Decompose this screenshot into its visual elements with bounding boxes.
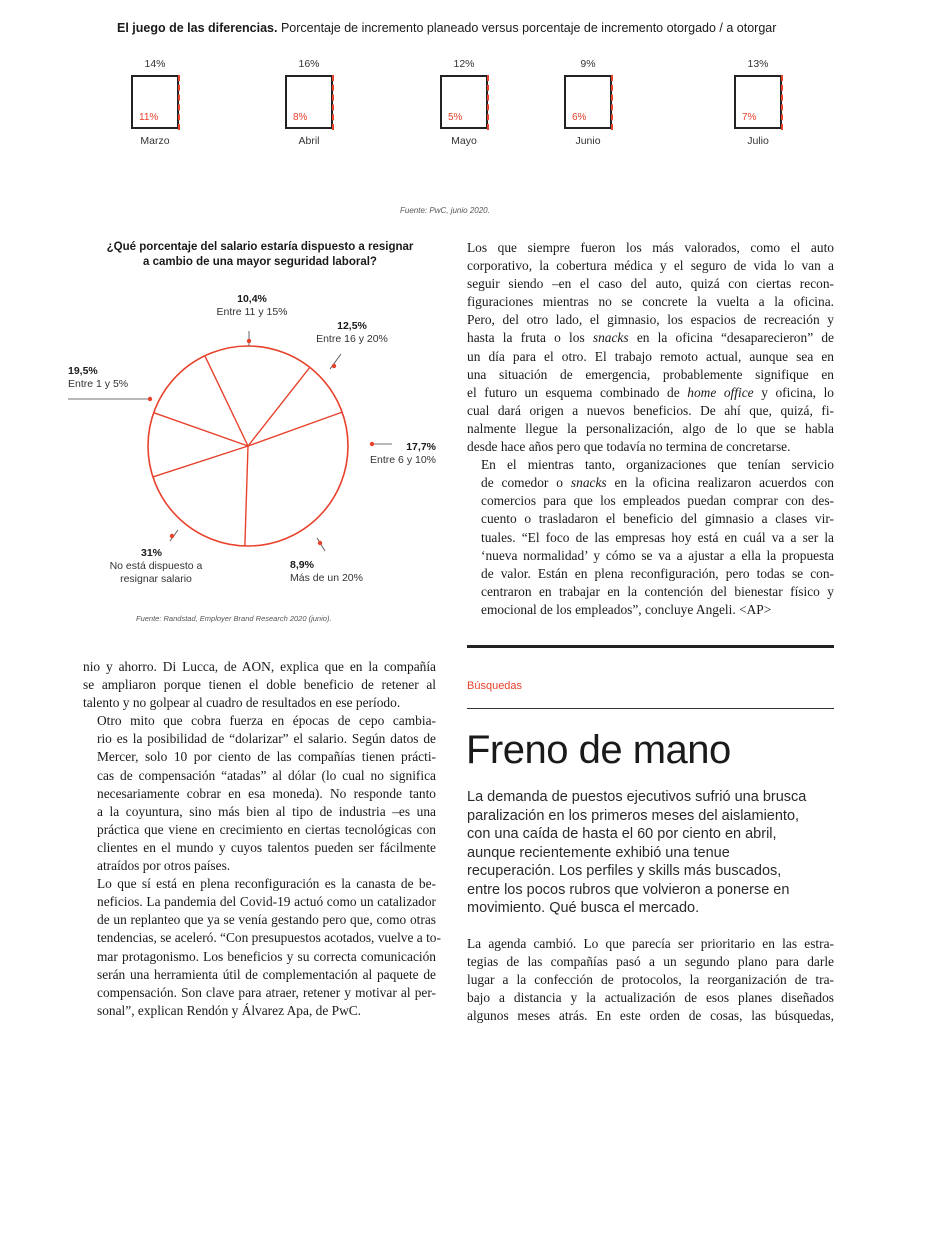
text-line: Otro mito que cobra fuerza en épocas de cepo cambia- [97,713,436,729]
planned-percent: 16% [298,58,320,70]
pie-slice-boundary [245,446,248,546]
right-paragraph-1 [467,239,834,456]
pie-label-text: Entre 16 y 20% [316,333,388,345]
pie-slice-boundary [153,446,248,477]
text-line: corporativo, la cobertura médica y el seguro de vida lo van a [467,258,834,274]
pie-label-text-2: resignar salario [120,573,192,585]
text-line: de valor. Están en plena reconfiguración, pero todas se con- [481,565,834,581]
text-line: talento y no golpear al cuadro de resultados en ese período. [83,695,401,711]
text-line: cual dará origen a nuevos beneficios. De ahí que, quizá, fi- [467,402,834,418]
pie-label-text-1: No está dispuesto a [109,560,203,572]
planned-percent: 12% [453,58,475,70]
given-percent: 11% [139,112,159,123]
lede-line: paralización en los primeros meses del aislamiento, [467,807,800,824]
given-dashed-line [781,75,783,130]
text-line: compensación. Son clave para atraer, retener y motivar al per- [97,984,436,1000]
pie-label-value: 8,9% [290,559,314,571]
text-line: práctica que viene en crecimiento en ciertas tecnológicas con [97,821,436,837]
pie-label-mas-20 [290,559,374,585]
pie-label-text: Más de un 20% [290,572,363,584]
pie-label-value: 17,7% [406,441,436,453]
article-headline: Freno de mano [466,728,731,772]
text-line: emocional de los empleados”, concluye Angeli. <AP> [481,601,772,617]
text-line: lugar a la confección de protocolos, la reorganización de tra- [467,972,834,988]
text-line: algunos meses atrás. En este orden de cosas, las búsquedas, [467,1008,834,1024]
lede-line: entre los pocos rubros que volvieron a ponerse en [467,881,790,898]
pie-label-value: 10,4% [237,293,267,305]
top-chart-title-rest: Porcentaje de incremento planeado versus porcentaje de incremento otorgado / a otorgar [277,21,777,35]
text-line: cas de compensación “atadas” al dólar (lo cual no significa [97,767,436,783]
pie-label-11-15 [214,293,290,319]
text-line: a la coyuntura, sino más bien al tipo de industria –es una [97,803,436,819]
article-lede [467,788,847,918]
month-name: Julio [747,135,769,147]
planned-percent: 14% [144,58,166,70]
lede-line: aunque recientemente exhibió una tenue [467,844,730,861]
pie-label-16-20 [310,320,394,346]
right-column-text [467,239,834,619]
section-rule [467,708,834,709]
text-line: Los que siempre fueron los más valorados, como el auto [467,240,834,255]
text-line: centraron en trabajar en la contención del bienestar físico y [481,583,834,599]
text-line: comercios para que los empleados puedan comprar con des- [481,493,834,509]
text-line: una situación de emergencia, probablemente signifique en [467,366,834,382]
month-item [533,58,643,147]
pie-leader-dot [148,397,152,401]
pie-label-text: Entre 6 y 10% [370,454,436,466]
lede-line: La demanda de puestos ejecutivos sufrió una brusca [467,789,807,805]
planned-box [564,75,612,129]
pie-chart-source: Fuente: Randstad, Employer Brand Research 2020 (junio). [136,614,332,623]
pie-leader-dot [318,541,322,545]
pie-label-value: 12,5% [337,320,367,332]
text-line: desde hace años pero que todavía no termina de concretarse. [467,439,791,455]
lede-line: con una caída de hasta el 60 por ciento en abril, [467,826,777,842]
top-chart-title-bold: El juego de las diferencias. [117,21,278,35]
text-line: neficios. La pandemia del Covid-19 actuó como un catalizador [97,894,436,910]
text-line: tendencias, se aceleró. “Con presupuestos acotados, vuelve a to- [97,930,441,946]
pie-leader-dot [247,339,251,343]
pie-label-value: 31% [141,547,163,559]
text-line: tuales. “El foco de las empresas hoy está en cuál va a ser la [481,529,834,545]
text-line: rio es la posibilidad de “dolarizar” el salario. Según datos de [97,731,436,747]
month-name: Junio [575,135,601,147]
text-line: sonal”, explican Rendón y Álvarez Apa, de PwC. [97,1002,362,1018]
text-line: La agenda cambió. Lo que parecía ser prioritario en las estra- [467,936,834,951]
top-chart-source: Fuente: PwC, junio 2020. [400,206,490,215]
text-line: el futuro un esquema combinado de home office y oficina, lo [467,384,834,400]
pie-question-line-2: a cambio de una mayor seguridad laboral? [143,256,377,268]
text-line: mar protagonismo. Los beneficios y su correcta comunicación [97,948,436,964]
section-tag[interactable]: Búsquedas [467,680,523,692]
given-percent: 7% [742,112,757,123]
month-name: Abril [298,135,320,147]
article-paragraph-1 [467,935,834,1025]
pie-label-value: 19,5% [68,365,98,377]
left-paragraph-3 [83,875,441,1020]
text-line: bajo a distancia y la actualización de esos planes diseñados [467,990,834,1006]
text-line: Pero, del otro lado, el gimnasio, los espacios de recreación y [467,312,834,328]
article-top-rule [467,645,834,648]
pie-label-6-10 [360,441,436,467]
text-line: En el mientras tanto, organizaciones que tenían servicio [481,457,834,473]
right-paragraph-2 [467,456,834,619]
month-name: Marzo [140,135,170,147]
text-line: necesariamente cobrar en esa moneda). No responde tanto [97,785,436,801]
given-dashed-line [487,75,489,130]
pie-label-1-5 [68,365,148,391]
lede-line: movimiento. Qué busca el mercado. [467,900,700,916]
planned-percent: 13% [747,58,769,70]
month-name: Mayo [451,135,477,147]
text-line: Mercer, solo 10 por ciento de las compañías tienen prácti- [97,749,436,765]
pie-leader-dot [332,364,336,368]
pie-leader-dot [170,534,174,538]
text-line: nio y ahorro. Di Lucca, de AON, explica que en la compañía [83,659,436,674]
article-body-text [467,935,834,1025]
planned-box [734,75,782,129]
pie-question-line-1: ¿Qué porcentaje del salario estaría dispuesto a resignar [106,241,414,253]
text-line: Lo que sí está en plena reconfiguración es la canasta de be- [97,876,436,892]
text-line: seguir siendo –en el caso del auto, quizá con ciertas recon- [467,276,834,292]
pie-label-text: Entre 11 y 15% [216,306,288,318]
month-item [703,58,813,147]
left-paragraph-1 [83,658,436,712]
given-percent: 8% [293,112,308,123]
left-column-text [83,658,441,1020]
pie-label-text: Entre 1 y 5% [68,378,129,390]
planned-percent: 9% [580,58,596,70]
text-line: atraídos por otros países. [97,858,231,874]
text-line: un día para el otro. El trabajo remoto actual, aunque sea en [467,348,834,364]
given-percent: 5% [448,112,463,123]
text-line: se ampliaron porque tienen el doble beneficio de retener al [83,677,436,693]
text-line: ‘nueva normalidad’ y cómo se va a ajustar a ella la propuesta [481,547,834,563]
text-line: serán una herramienta útil de complementación al paquete de [97,966,436,982]
text-line: tegias de las compañías pasó a un segundo plano para darle [467,954,834,970]
left-paragraph-2 [83,712,436,875]
text-line: de un replanteo que ya se venía gestando pero que, como otras [97,912,436,928]
text-line: figuraciones mientras no se concrete la vuelta a la oficina. [467,294,834,310]
text-line: nalmente llegue la personalización, algo de lo que se habla [467,420,834,436]
given-dashed-line [611,75,613,130]
text-line: cuento o trasladaron el beneficio del gimnasio a clases vir- [481,511,834,527]
text-line: de comedor o snacks en la oficina realizaron acuerdos con [481,475,834,491]
text-line: hasta la fruta o los snacks en la oficina “desaparecieron” de [467,330,834,346]
lede-line: recuperación. Los perfiles y skills más buscados, [467,863,782,879]
given-percent: 6% [572,112,587,123]
text-line: clientes en el mundo y cuyos talentos pueden ser fácilmente [97,839,436,855]
pie-chart [0,0,470,640]
pie-label-no-dispuesto [96,547,216,586]
